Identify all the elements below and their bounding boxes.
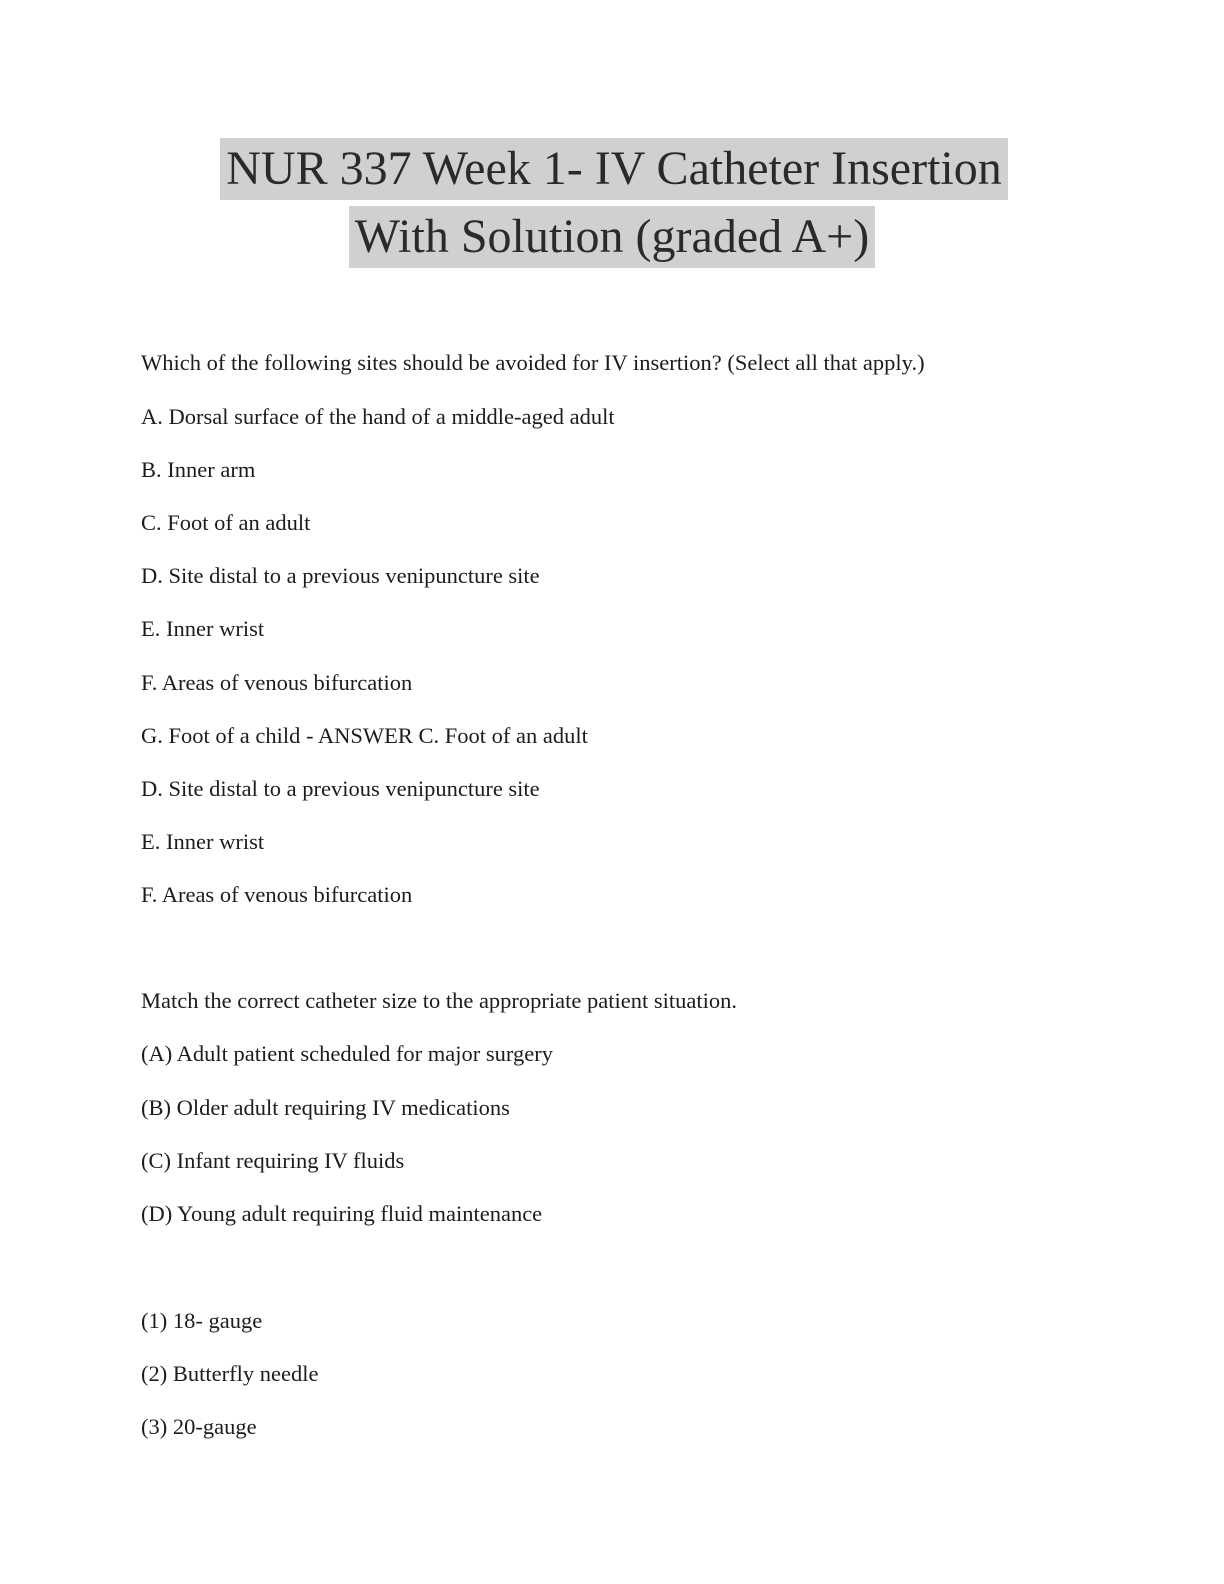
question-2-prompt: Match the correct catheter size to the appropriate patient situation. <box>141 988 737 1013</box>
q2-situation-d: (D) Young adult requiring fluid maintenance <box>141 1201 543 1226</box>
q1-answer-f: F. Areas of venous bifurcation <box>141 882 413 907</box>
q2-size-3: (3) 20-gauge <box>141 1414 257 1439</box>
q1-option-g-answer: G. Foot of a child - ANSWER C. Foot of an adult <box>141 723 588 748</box>
q2-situation-b: (B) Older adult requiring IV medications <box>141 1095 510 1120</box>
q2-situation-c: (C) Infant requiring IV fluids <box>141 1148 405 1173</box>
q1-option-d: D. Site distal to a previous venipuncture site <box>141 563 540 588</box>
title-line-1: NUR 337 Week 1- IV Catheter Insertion <box>220 138 1008 200</box>
title-line-2: With Solution (graded A+) <box>349 206 875 268</box>
q1-option-b: B. Inner arm <box>141 457 256 482</box>
q1-answer-d: D. Site distal to a previous venipuncture site <box>141 776 540 801</box>
q1-option-c: C. Foot of an adult <box>141 510 311 535</box>
q1-option-e: E. Inner wrist <box>141 616 265 641</box>
document-title <box>0 138 1224 268</box>
q1-option-f: F. Areas of venous bifurcation <box>141 670 413 695</box>
q1-answer-e: E. Inner wrist <box>141 829 265 854</box>
q2-size-2: (2) Butterfly needle <box>141 1361 319 1386</box>
q2-size-1: (1) 18- gauge <box>141 1308 263 1333</box>
q1-option-a: A. Dorsal surface of the hand of a middle-aged adult <box>141 404 615 429</box>
question-1-prompt: Which of the following sites should be avoided for IV insertion? (Select all that apply.) <box>141 350 925 375</box>
q2-situation-a: (A) Adult patient scheduled for major surgery <box>141 1041 553 1066</box>
